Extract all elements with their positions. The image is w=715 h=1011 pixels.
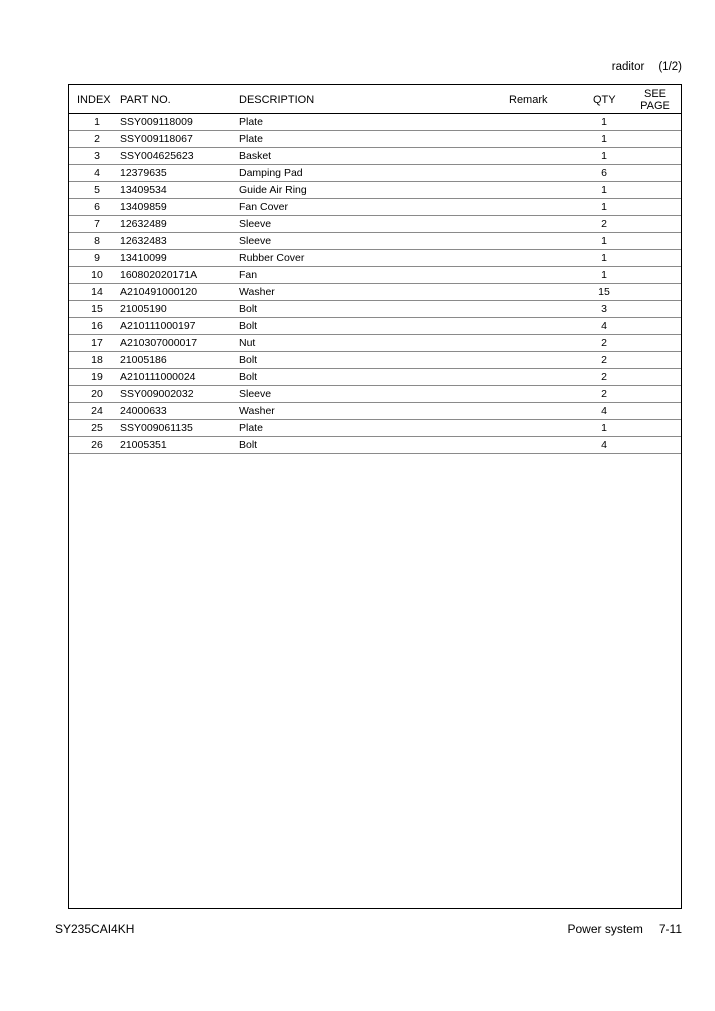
row-description: Bolt — [239, 320, 258, 332]
row-qty: 2 — [601, 337, 607, 349]
page-header — [560, 61, 682, 73]
row-qty: 1 — [601, 252, 607, 264]
table-row — [69, 352, 681, 369]
row-index: 7 — [94, 218, 100, 230]
table-row — [69, 403, 681, 420]
table-row — [69, 420, 681, 437]
row-part-no: 12632483 — [120, 235, 167, 247]
header-part-no: PART NO. — [120, 94, 171, 106]
row-index: 14 — [91, 286, 103, 298]
row-qty: 1 — [601, 201, 607, 213]
table-row — [69, 131, 681, 148]
table-row — [69, 165, 681, 182]
row-qty: 1 — [601, 116, 607, 128]
row-qty: 2 — [601, 354, 607, 366]
row-description: Bolt — [239, 371, 258, 383]
row-part-no: 24000633 — [120, 405, 167, 417]
row-description: Washer — [239, 405, 275, 417]
header-index: INDEX — [77, 94, 111, 106]
table-row — [69, 199, 681, 216]
row-index: 9 — [94, 252, 100, 264]
row-part-no: 13409534 — [120, 184, 167, 196]
table-row — [69, 233, 681, 250]
row-description: Basket — [239, 150, 272, 162]
row-part-no: SSY009061135 — [120, 422, 193, 434]
row-index: 18 — [91, 354, 103, 366]
header-remark: Remark — [509, 94, 548, 106]
row-index: 1 — [94, 116, 100, 128]
row-part-no: A210491000120 — [120, 286, 198, 298]
row-description: Guide Air Ring — [239, 184, 307, 196]
row-description: Sleeve — [239, 235, 272, 247]
header-see-page-line2: PAGE — [640, 100, 670, 112]
table-row — [69, 250, 681, 267]
row-description: Plate — [239, 133, 263, 145]
table-row — [69, 369, 681, 386]
row-index: 19 — [91, 371, 103, 383]
parts-table-frame — [68, 84, 682, 909]
table-row — [69, 148, 681, 165]
row-description: Bolt — [239, 439, 258, 451]
row-index: 24 — [91, 405, 103, 417]
row-part-no: 13409859 — [120, 201, 167, 213]
row-description: Washer — [239, 286, 275, 298]
row-index: 26 — [91, 439, 103, 451]
table-row — [69, 386, 681, 403]
header-qty: QTY — [593, 94, 616, 106]
page-footer — [540, 922, 682, 936]
row-part-no: 21005351 — [120, 439, 167, 451]
header-see-page-line1: SEE — [643, 88, 666, 100]
row-qty: 4 — [601, 320, 607, 332]
row-index: 6 — [94, 201, 100, 213]
row-qty: 1 — [601, 150, 607, 162]
row-index: 17 — [91, 337, 103, 349]
row-qty: 1 — [601, 422, 607, 434]
header-description: DESCRIPTION — [239, 94, 315, 106]
table-row — [69, 437, 681, 454]
row-description: Bolt — [239, 354, 258, 366]
row-qty: 4 — [601, 405, 607, 417]
row-description: Bolt — [239, 303, 258, 315]
row-index: 5 — [94, 184, 100, 196]
row-qty: 1 — [601, 235, 607, 247]
row-part-no: 21005190 — [120, 303, 167, 315]
row-part-no: SSY009118067 — [120, 133, 193, 145]
table-row — [69, 301, 681, 318]
row-description: Damping Pad — [239, 167, 303, 179]
row-description: Sleeve — [239, 388, 272, 400]
row-qty: 1 — [601, 184, 607, 196]
row-qty: 2 — [601, 218, 607, 230]
footer-chapter: Power system — [567, 922, 643, 936]
row-description: Plate — [239, 422, 263, 434]
row-part-no: SSY004625623 — [120, 150, 194, 162]
row-part-no: 160802020171A — [120, 269, 198, 281]
row-description: Fan — [239, 269, 258, 281]
row-qty: 15 — [598, 286, 610, 298]
row-description: Plate — [239, 116, 263, 128]
row-index: 10 — [91, 269, 103, 281]
row-part-no: 13410099 — [120, 252, 167, 264]
footer-page-number: 7-11 — [658, 922, 682, 936]
table-body — [69, 114, 681, 454]
row-qty: 4 — [601, 439, 607, 451]
row-index: 20 — [91, 388, 103, 400]
table-row — [69, 318, 681, 335]
row-qty: 6 — [601, 167, 607, 179]
row-index: 4 — [94, 167, 100, 179]
table-row — [69, 114, 681, 131]
table-row — [69, 182, 681, 199]
section-title: raditor — [611, 61, 645, 73]
row-part-no: 21005186 — [120, 354, 167, 366]
row-qty: 3 — [601, 303, 607, 315]
row-part-no: SSY009002032 — [120, 388, 194, 400]
row-qty: 2 — [601, 371, 607, 383]
table-row — [69, 335, 681, 352]
table-header — [69, 85, 681, 114]
row-index: 15 — [91, 303, 103, 315]
footer-model: SY235CAI4KH — [55, 922, 135, 936]
row-qty: 1 — [601, 133, 607, 145]
table-row — [69, 216, 681, 233]
table-row — [69, 267, 681, 284]
row-description: Rubber Cover — [239, 252, 305, 264]
row-index: 2 — [94, 133, 100, 145]
row-qty: 2 — [601, 388, 607, 400]
row-qty: 1 — [601, 269, 607, 281]
row-index: 16 — [91, 320, 103, 332]
row-description: Sleeve — [239, 218, 272, 230]
row-index: 8 — [94, 235, 100, 247]
header-see-page — [635, 88, 675, 112]
row-index: 25 — [91, 422, 103, 434]
row-part-no: 12632489 — [120, 218, 167, 230]
page-part-indicator: (1/2) — [658, 61, 682, 73]
row-part-no: SSY009118009 — [120, 116, 193, 128]
row-index: 3 — [94, 150, 100, 162]
row-part-no: A210111000024 — [120, 371, 196, 383]
row-description: Nut — [239, 337, 256, 349]
row-part-no: A210307000017 — [120, 337, 198, 349]
table-row — [69, 284, 681, 301]
row-description: Fan Cover — [239, 201, 289, 213]
row-part-no: 12379635 — [120, 167, 167, 179]
row-part-no: A210111000197 — [120, 320, 196, 332]
